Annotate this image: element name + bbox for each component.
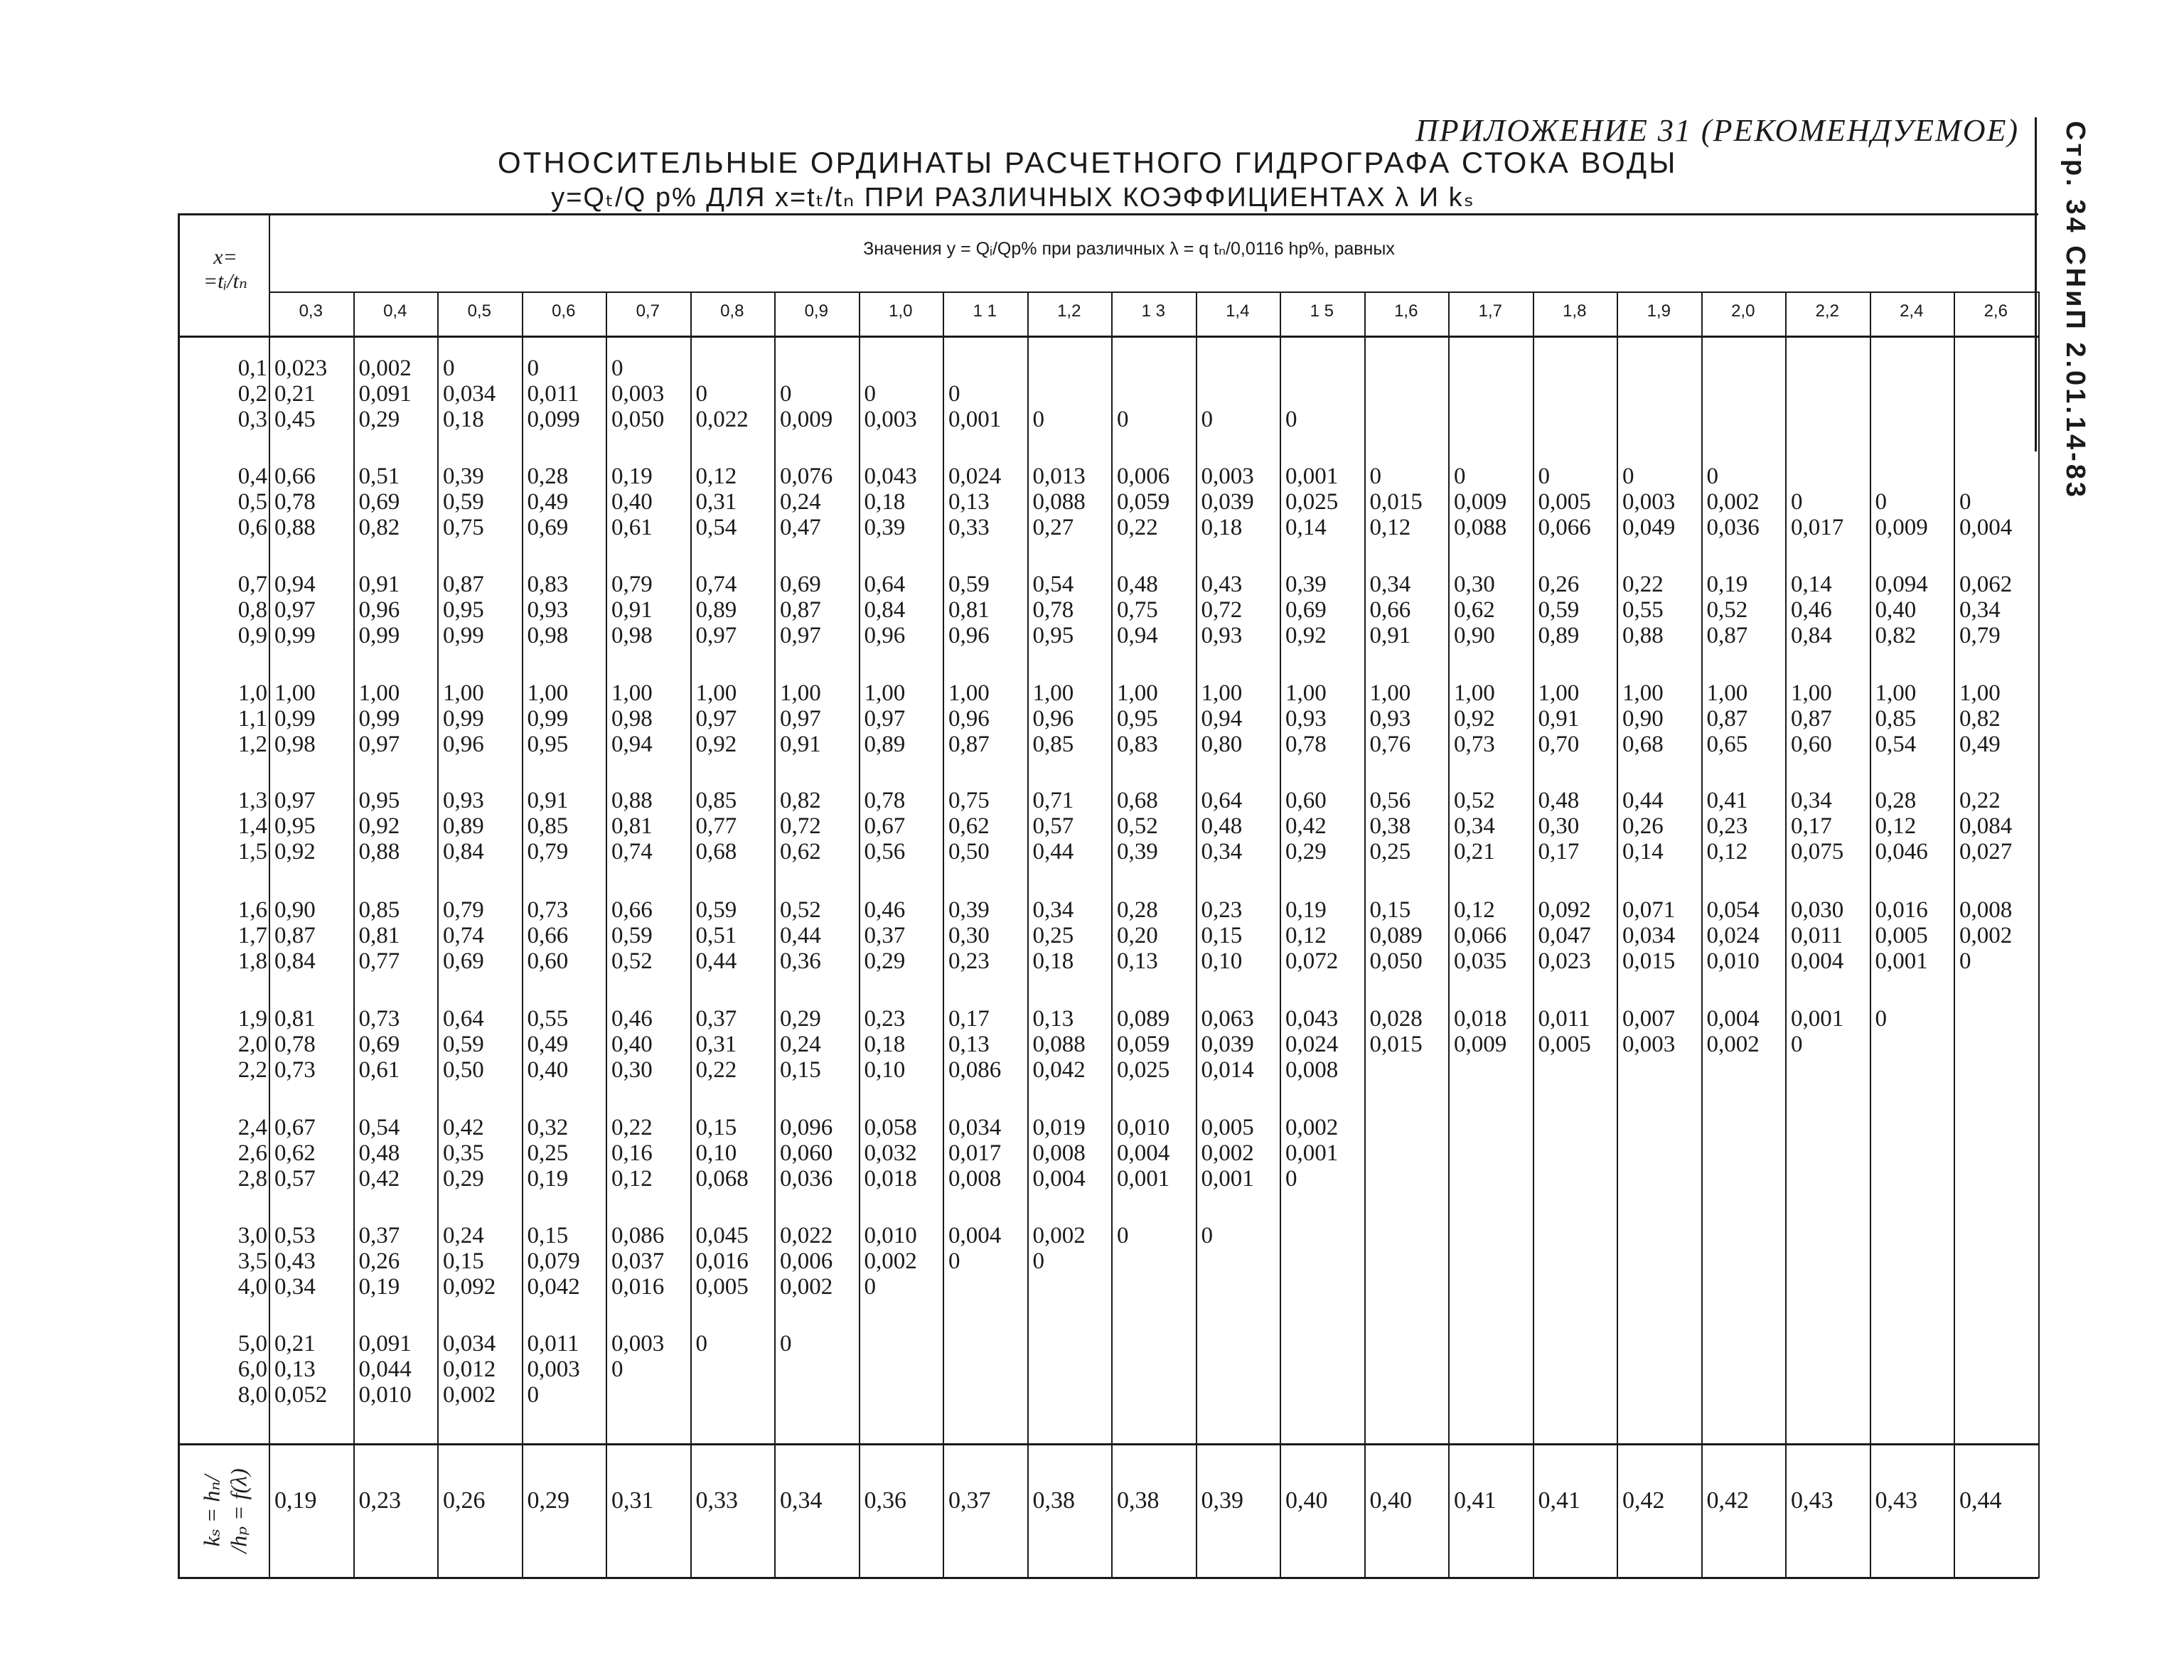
value-cell: 0,73 0,66 0,60 (527, 897, 569, 974)
x-value-cell: 0,4 0,5 0,6 (237, 464, 267, 540)
value-cell: 0 (1117, 1223, 1129, 1248)
value-cell: 0 0,001 (948, 381, 1002, 432)
value-cell: 0,013 0,088 0,27 (1032, 464, 1086, 540)
lambda-header: 2,4 (1900, 301, 1924, 321)
value-cell: 0 0,003 0,050 (611, 355, 665, 432)
ks-value-cell: 0,34 (780, 1487, 823, 1514)
value-cell: 1,00 0,97 0,92 (695, 680, 737, 757)
value-cell: 0,37 0,26 0,19 (358, 1223, 400, 1300)
value-cell: 0,54 0,48 0,42 (358, 1115, 400, 1192)
value-cell: 0,004 0,002 (1706, 1006, 1760, 1057)
value-cell: 0,010 0,004 0,001 (1117, 1115, 1170, 1192)
value-cell: 0,28 0,49 0,69 (527, 464, 569, 540)
value-cell: 0 0,009 (1875, 489, 1928, 540)
lambda-header: 2,2 (1815, 301, 1839, 321)
page-reference: Стр. 34 СНиП 2.01.14-83 (2060, 121, 2090, 501)
lambda-header: 0,5 (467, 301, 491, 321)
ks-value-cell: 0,29 (527, 1487, 569, 1514)
value-cell: 0,043 0,18 0,39 (864, 464, 917, 540)
value-cell: 0,010 0,002 0 (864, 1223, 917, 1300)
table-top-rule (178, 213, 2038, 215)
value-cell: 0,85 0,77 0,68 (695, 788, 737, 865)
ks-value-cell: 0,43 (1791, 1487, 1834, 1514)
value-cell: 0,85 0,81 0,77 (358, 897, 400, 974)
ks-top-rule (178, 1443, 2038, 1445)
value-cell: 0,48 0,75 0,94 (1117, 572, 1158, 648)
value-cell: 0,011 0,005 (1538, 1006, 1591, 1057)
value-cell: 0,22 0,084 0,027 (1959, 788, 2013, 865)
ks-value-cell: 0,44 (1959, 1487, 2002, 1514)
value-cell: 0,64 0,59 0,50 (443, 1006, 484, 1083)
value-cell: 0,076 0,24 0,47 (780, 464, 833, 540)
value-cell: 0,28 0,12 0,046 (1875, 788, 1928, 865)
value-cell: 0,46 0,37 0,29 (864, 897, 906, 974)
lambda-top-rule (269, 291, 2038, 293)
value-cell: 0,091 0,044 0,010 (358, 1331, 412, 1408)
value-cell: 0,028 0,015 (1369, 1006, 1423, 1057)
ks-value-cell: 0,40 (1285, 1487, 1328, 1514)
value-cell: 1,00 0,97 0,91 (780, 680, 821, 757)
value-cell: 0,003 0 (611, 1331, 665, 1382)
ks-value-cell: 0,26 (443, 1487, 486, 1514)
value-cell: 0,15 0,10 0,068 (695, 1115, 749, 1192)
value-cell: 0,19 0,12 0,072 (1285, 897, 1339, 974)
x-value-cell: 1,0 1,1 1,2 (237, 680, 267, 757)
lambda-header: 1,6 (1394, 301, 1418, 321)
lambda-header: 1,0 (889, 301, 913, 321)
lambda-header: 1,2 (1057, 301, 1081, 321)
value-cell: 1,00 0,90 0,68 (1622, 680, 1664, 757)
value-cell: 0,51 0,69 0,82 (358, 464, 400, 540)
x-value-cell: 0,1 0,2 0,3 (237, 355, 267, 432)
x-value-cell: 1,6 1,7 1,8 (237, 897, 267, 974)
lambda-header: 2,6 (1984, 301, 2008, 321)
ks-value-cell: 0,42 (1622, 1487, 1665, 1514)
value-cell: 1,00 0,91 0,70 (1538, 680, 1580, 757)
value-cell: 0 (1285, 407, 1297, 432)
value-cell: 0,68 0,52 0,39 (1117, 788, 1158, 865)
value-cell: 0,096 0,060 0,036 (780, 1115, 833, 1192)
table-left-rule (178, 213, 180, 1578)
lambda-header: 1,4 (1226, 301, 1250, 321)
value-cell: 0,37 0,31 0,22 (695, 1006, 737, 1083)
value-cell: 0 0,022 (695, 381, 749, 432)
value-cell: 0,30 0,62 0,90 (1454, 572, 1495, 648)
value-cell: 0,22 0,55 0,88 (1622, 572, 1664, 648)
lambda-header: 1 1 (973, 301, 997, 321)
lambda-header: 2,0 (1731, 301, 1755, 321)
value-cell: 0,018 0,009 (1454, 1006, 1507, 1057)
value-cell: 1,00 0,94 0,80 (1201, 680, 1243, 757)
value-cell: 0,089 0,059 0,025 (1117, 1006, 1170, 1083)
ks-value-cell: 0,43 (1875, 1487, 1917, 1514)
value-cell: 0,75 0,62 0,50 (948, 788, 990, 865)
value-cell: 0,011 0,003 0 (527, 1331, 580, 1408)
value-cell: 1,00 0,87 0,60 (1791, 680, 1832, 757)
value-cell: 0,016 0,005 0,001 (1875, 897, 1928, 974)
ks-value-cell: 0,31 (611, 1487, 654, 1514)
value-cell: 0,56 0,38 0,25 (1369, 788, 1411, 865)
value-cell: 1,00 0,95 0,83 (1117, 680, 1158, 757)
value-cell: 0,55 0,49 0,40 (527, 1006, 569, 1083)
value-cell: 0,43 0,72 0,93 (1201, 572, 1243, 648)
value-cell: 0,023 0,21 0,45 (274, 355, 328, 432)
value-cell: 0,005 0,002 0,001 (1201, 1115, 1254, 1192)
value-cell: 0,062 0,34 0,79 (1959, 572, 2013, 648)
value-cell: 0,24 0,15 0,092 (443, 1223, 496, 1300)
value-cell: 1,00 0,96 0,87 (948, 680, 990, 757)
lambda-header: 1,7 (1478, 301, 1502, 321)
value-cell: 0,64 0,48 0,34 (1201, 788, 1243, 865)
value-cell: 0 0,015 0,12 (1369, 464, 1423, 540)
value-cell: 0,15 0,079 0,042 (527, 1223, 580, 1300)
x-column-header: x= =tᵢ/tₙ (203, 245, 248, 293)
lambda-bottom-rule (178, 336, 2038, 338)
value-cell: 0,29 0,24 0,15 (780, 1006, 821, 1083)
value-cell: 0,043 0,024 0,008 (1285, 1006, 1339, 1083)
ks-value-cell: 0,37 (948, 1487, 991, 1514)
value-cell: 0,23 0,18 0,10 (864, 1006, 906, 1083)
value-cell: 1,00 0,99 0,97 (358, 680, 400, 757)
lambda-header: 1,8 (1563, 301, 1587, 321)
value-cell: 0,52 0,34 0,21 (1454, 788, 1495, 865)
value-cell: 0,030 0,011 0,004 (1791, 897, 1844, 974)
value-cell: 0,045 0,016 0,005 (695, 1223, 749, 1300)
value-cell: 0,44 0,26 0,14 (1622, 788, 1664, 865)
value-cell: 0,001 0 (1791, 1006, 1844, 1057)
value-cell: 0,34 0,25 0,18 (1032, 897, 1074, 974)
value-cell: 1,00 0,99 0,95 (527, 680, 569, 757)
x-value-cell: 3,0 3,5 4,0 (237, 1223, 267, 1300)
value-cell: 0 (1875, 1006, 1887, 1032)
value-cell: 0 0,004 (1959, 489, 2013, 540)
value-cell: 0 0,003 0,049 (1622, 464, 1676, 540)
value-cell: 0,007 0,003 (1622, 1006, 1676, 1057)
value-cell: 0,022 0,006 0,002 (780, 1223, 833, 1300)
value-cell: 0,78 0,67 0,56 (864, 788, 906, 865)
x-value-cell: 0,7 0,8 0,9 (237, 572, 267, 648)
ks-value-cell: 0,40 (1369, 1487, 1412, 1514)
value-cell: 0,14 0,46 0,84 (1791, 572, 1832, 648)
value-cell: 0,092 0,047 0,023 (1538, 897, 1591, 974)
value-cell: 0,34 0,66 0,91 (1369, 572, 1411, 648)
document-title: ОТНОСИТЕЛЬНЫЕ ОРДИНАТЫ РАСЧЕТНОГО ГИДРОГРАФА СТОКА ВОДЫ (498, 146, 1678, 179)
ks-value-cell: 0,33 (695, 1487, 738, 1514)
x-value-cell: 5,0 6,0 8,0 (237, 1331, 267, 1408)
value-cell: 0,82 0,72 0,62 (780, 788, 821, 865)
value-cell: 1,00 0,92 0,73 (1454, 680, 1495, 757)
value-cell: 0,79 0,91 0,98 (611, 572, 653, 648)
value-cell: 0 (1201, 1223, 1213, 1248)
value-cell: 0,034 0,017 0,008 (948, 1115, 1002, 1192)
x-value-cell: 1,9 2,0 2,2 (237, 1006, 267, 1083)
value-cell: 0,59 0,81 0,96 (948, 572, 990, 648)
ks-value-cell: 0,42 (1706, 1487, 1749, 1514)
value-cell: 0,034 0,012 0,002 (443, 1331, 496, 1408)
value-cell: 0,66 0,59 0,52 (611, 897, 653, 974)
ks-value-cell: 0,38 (1032, 1487, 1075, 1514)
value-cell: 0,91 0,96 0,99 (358, 572, 400, 648)
ks-value-cell: 0,23 (358, 1487, 401, 1514)
value-cell: 0,054 0,024 0,010 (1706, 897, 1760, 974)
value-cell: 0 (780, 1331, 792, 1357)
value-cell: 0 0,002 0,036 (1706, 464, 1760, 540)
value-cell: 0,46 0,40 0,30 (611, 1006, 653, 1083)
value-cell: 1,00 0,96 0,85 (1032, 680, 1074, 757)
value-cell: 0,71 0,57 0,44 (1032, 788, 1074, 865)
value-cell: 0 (695, 1331, 707, 1357)
value-cell: 1,00 0,87 0,65 (1706, 680, 1748, 757)
lambda-header: 0,6 (552, 301, 576, 321)
ks-value-cell: 0,39 (1201, 1487, 1243, 1514)
value-cell: 0,17 0,13 0,086 (948, 1006, 1002, 1083)
value-cell: 1,00 0,85 0,54 (1875, 680, 1917, 757)
ks-value-cell: 0,41 (1454, 1487, 1497, 1514)
value-cell: 0,81 0,78 0,73 (274, 1006, 316, 1083)
table-bottom-rule (178, 1577, 2038, 1579)
value-cell: 0,23 0,15 0,10 (1201, 897, 1243, 974)
value-cell: 0,019 0,008 0,004 (1032, 1115, 1086, 1192)
value-cell: 0,39 0,59 0,75 (443, 464, 484, 540)
ks-value-cell: 0,36 (864, 1487, 906, 1514)
value-cell: 0,48 0,30 0,17 (1538, 788, 1580, 865)
value-cell: 0,002 0,001 0 (1285, 1115, 1339, 1192)
value-cell: 0,063 0,039 0,014 (1201, 1006, 1254, 1083)
value-cell: 0 0,003 (864, 381, 917, 432)
appendix-label: ПРИЛОЖЕНИЕ 31 (РЕКОМЕНДУЕМОЕ) (1415, 113, 2019, 148)
value-cell: 0,88 0,81 0,74 (611, 788, 653, 865)
values-header: Значения y = Qᵢ/Qp% при различных λ = q tₙ/0,0116 hp%, равных (863, 239, 1395, 259)
value-cell: 0,87 0,95 0,99 (443, 572, 484, 648)
ks-row-header (183, 1443, 267, 1578)
value-cell: 0,90 0,87 0,84 (274, 897, 316, 974)
value-cell: 0,024 0,13 0,33 (948, 464, 1002, 540)
value-cell: 0,086 0,037 0,016 (611, 1223, 665, 1300)
value-cell: 0,74 0,89 0,97 (695, 572, 737, 648)
value-cell: 0,001 0,025 0,14 (1285, 464, 1339, 540)
value-cell: 0 0,011 0,099 (527, 355, 580, 432)
lambda-header: 0,4 (383, 301, 407, 321)
value-cell: 0 0,009 (780, 381, 833, 432)
value-cell: 0,83 0,93 0,98 (527, 572, 569, 648)
ks-value-cell: 0,41 (1538, 1487, 1580, 1514)
value-cell: 0,52 0,44 0,36 (780, 897, 821, 974)
value-cell: 1,00 0,82 0,49 (1959, 680, 2001, 757)
value-cell: 0,21 0,13 0,052 (274, 1331, 328, 1408)
value-cell: 0,006 0,059 0,22 (1117, 464, 1170, 540)
value-cell: 0,60 0,42 0,29 (1285, 788, 1327, 865)
value-cell: 0,002 0,091 0,29 (358, 355, 412, 432)
value-cell: 0,53 0,43 0,34 (274, 1223, 316, 1300)
value-cell: 0,12 0,066 0,035 (1454, 897, 1507, 974)
ks-value-cell: 0,19 (274, 1487, 317, 1514)
value-cell: 0,94 0,97 0,99 (274, 572, 316, 648)
value-cell: 0,39 0,30 0,23 (948, 897, 990, 974)
value-cell: 0,12 0,31 0,54 (695, 464, 737, 540)
value-cell: 0,19 0,52 0,87 (1706, 572, 1748, 648)
value-cell: 0 (1117, 407, 1129, 432)
value-cell: 1,00 0,97 0,89 (864, 680, 906, 757)
value-cell: 0,67 0,62 0,57 (274, 1115, 316, 1192)
value-cell: 0,39 0,69 0,92 (1285, 572, 1327, 648)
lambda-header: 0,8 (720, 301, 744, 321)
lambda-header: 0,7 (636, 301, 660, 321)
value-cell: 0,26 0,59 0,89 (1538, 572, 1580, 648)
value-cell: 0 0,017 (1791, 489, 1844, 540)
value-cell: 0 (1032, 407, 1044, 432)
value-cell: 0,41 0,23 0,12 (1706, 788, 1748, 865)
value-cell: 1,00 0,98 0,94 (611, 680, 653, 757)
value-cell: 0,97 0,95 0,92 (274, 788, 316, 865)
x-value-cell: 2,4 2,6 2,8 (237, 1115, 267, 1192)
value-cell: 0,93 0,89 0,84 (443, 788, 484, 865)
value-cell: 0,058 0,032 0,018 (864, 1115, 917, 1192)
lambda-header: 0,3 (299, 301, 323, 321)
value-cell: 0 0,009 0,088 (1454, 464, 1507, 540)
lambda-header: 1,9 (1647, 301, 1671, 321)
sidebar-rule (2035, 117, 2037, 451)
value-cell: 0,15 0,089 0,050 (1369, 897, 1423, 974)
value-cell: 0,19 0,40 0,61 (611, 464, 653, 540)
value-cell: 0 0,005 0,066 (1538, 464, 1591, 540)
lambda-header: 1 5 (1310, 301, 1334, 321)
value-cell: 0,13 0,088 0,042 (1032, 1006, 1086, 1083)
value-cell: 1,00 0,99 0,98 (274, 680, 316, 757)
document-subtitle: y=Qₜ/Q p% ДЛЯ x=tₜ/tₙ ПРИ РАЗЛИЧНЫХ КОЭФФИЦИЕНТАХ λ И kₛ (551, 183, 1475, 213)
value-cell: 0,28 0,20 0,13 (1117, 897, 1158, 974)
column-rule (2038, 291, 2040, 1578)
value-cell: 0,094 0,40 0,82 (1875, 572, 1928, 648)
value-cell: 0,59 0,51 0,44 (695, 897, 737, 974)
value-cell: 1,00 0,99 0,96 (443, 680, 484, 757)
value-cell: 0,008 0,002 0 (1959, 897, 2013, 974)
x-value-cell: 1,3 1,4 1,5 (237, 788, 267, 865)
lambda-header: 1 3 (1141, 301, 1165, 321)
value-cell: 1,00 0,93 0,78 (1285, 680, 1327, 757)
ks-value-cell: 0,38 (1117, 1487, 1160, 1514)
value-cell: 0,071 0,034 0,015 (1622, 897, 1676, 974)
value-cell: 1,00 0,93 0,76 (1369, 680, 1411, 757)
value-cell: 0,66 0,78 0,88 (274, 464, 316, 540)
value-cell: 0,32 0,25 0,19 (527, 1115, 569, 1192)
value-cell: 0 0,034 0,18 (443, 355, 496, 432)
value-cell: 0,54 0,78 0,95 (1032, 572, 1074, 648)
value-cell: 0,22 0,16 0,12 (611, 1115, 653, 1192)
value-cell: 0,95 0,92 0,88 (358, 788, 400, 865)
value-cell: 0,79 0,74 0,69 (443, 897, 484, 974)
value-cell: 0,91 0,85 0,79 (527, 788, 569, 865)
ks-formula: kₛ = hₙ/ /hₚ = f(λ) (199, 1468, 252, 1553)
value-cell: 0,002 0 (1032, 1223, 1086, 1274)
value-cell: 0,73 0,69 0,61 (358, 1006, 400, 1083)
value-cell: 0,64 0,84 0,96 (864, 572, 906, 648)
value-cell: 0,34 0,17 0,075 (1791, 788, 1844, 865)
value-cell: 0,003 0,039 0,18 (1201, 464, 1254, 540)
lambda-header: 0,9 (804, 301, 828, 321)
value-cell: 0,69 0,87 0,97 (780, 572, 821, 648)
value-cell: 0,004 0 (948, 1223, 1002, 1274)
value-cell: 0,42 0,35 0,29 (443, 1115, 484, 1192)
value-cell: 0 (1201, 407, 1213, 432)
